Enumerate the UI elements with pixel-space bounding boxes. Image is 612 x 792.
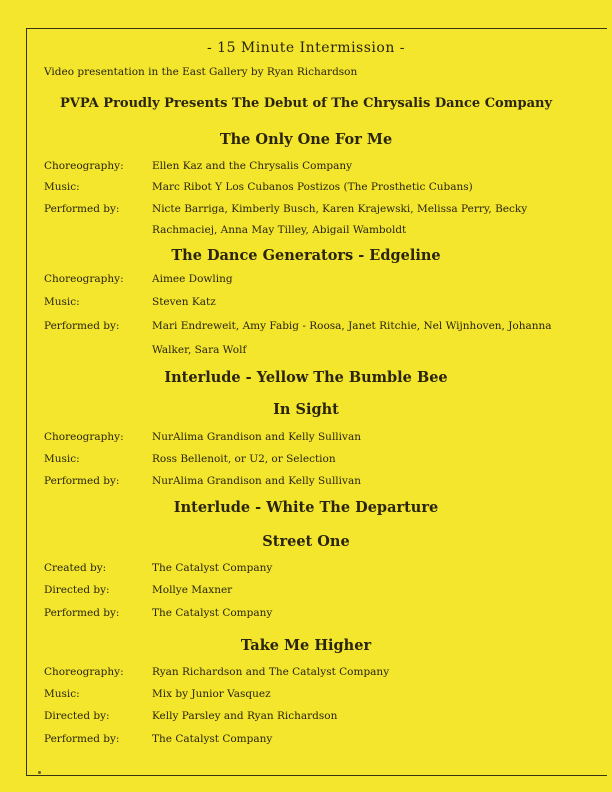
credit-label: Music: <box>44 181 80 193</box>
credit-value: Mari Endreweit, Amy Fabig - Roosa, Janet Ritchie, Nel Wijnhoven, Johanna <box>152 320 552 332</box>
intermission-heading: - 15 Minute Intermission - <box>206 40 406 56</box>
credit-label: Music: <box>44 453 80 465</box>
credit-label: Performed by: <box>44 475 120 487</box>
video-note: Video presentation in the East Gallery by Ryan Richardson <box>44 66 358 78</box>
presents-heading: PVPA Proudly Presents The Debut of The Chrysalis Dance Company <box>59 96 552 111</box>
piece-title: The Only One For Me <box>219 131 393 148</box>
credit-value: Ross Bellenoit, or U2, or Selection <box>152 453 336 465</box>
paper-speck <box>38 771 41 774</box>
piece-title: Take Me Higher <box>240 637 372 654</box>
credit-label: Performed by: <box>44 320 120 332</box>
credit-value: Nicte Barriga, Kimberly Busch, Karen Krajewski, Melissa Perry, Becky <box>152 203 528 215</box>
credit-label: Choreography: <box>44 431 124 443</box>
interlude-title: Interlude - Yellow The Bumble Bee <box>164 369 448 386</box>
piece-title: The Dance Generators - Edgeline <box>171 247 441 264</box>
credit-label: Directed by: <box>44 710 110 722</box>
credit-value-continued: Rachmaciej, Anna May Tilley, Abigail Wamboldt <box>152 224 407 236</box>
credit-label: Choreography: <box>44 160 124 172</box>
credit-value: Ellen Kaz and the Chrysalis Company <box>152 160 353 172</box>
credit-label: Performed by: <box>44 607 120 619</box>
credit-label: Music: <box>44 296 80 308</box>
credit-label: Performed by: <box>44 203 120 215</box>
credit-label: Choreography: <box>44 273 124 285</box>
credit-label: Directed by: <box>44 584 110 596</box>
credit-label: Music: <box>44 688 80 700</box>
credit-value: NurAlima Grandison and Kelly Sullivan <box>152 475 361 487</box>
credit-value: Steven Katz <box>152 296 216 308</box>
credit-value: Mollye Maxner <box>152 584 233 596</box>
credit-value: The Catalyst Company <box>152 607 273 619</box>
credit-value: The Catalyst Company <box>152 562 273 574</box>
credit-label: Performed by: <box>44 733 120 745</box>
credit-value: Kelly Parsley and Ryan Richardson <box>152 710 338 722</box>
credit-value: The Catalyst Company <box>152 733 273 745</box>
credit-label: Choreography: <box>44 666 124 678</box>
interlude-title: Interlude - White The Departure <box>173 499 439 516</box>
credit-value: NurAlima Grandison and Kelly Sullivan <box>152 431 361 443</box>
credit-value: Ryan Richardson and The Catalyst Company <box>152 666 390 678</box>
credit-value: Mix by Junior Vasquez <box>152 688 271 700</box>
credit-value-continued: Walker, Sara Wolf <box>152 344 247 356</box>
piece-title: In Sight <box>273 401 339 418</box>
credit-value: Aimee Dowling <box>152 273 233 285</box>
credit-value: Marc Ribot Y Los Cubanos Postizos (The Prosthetic Cubans) <box>152 181 473 193</box>
credit-label: Created by: <box>44 562 107 574</box>
piece-title: Street One <box>262 533 350 550</box>
